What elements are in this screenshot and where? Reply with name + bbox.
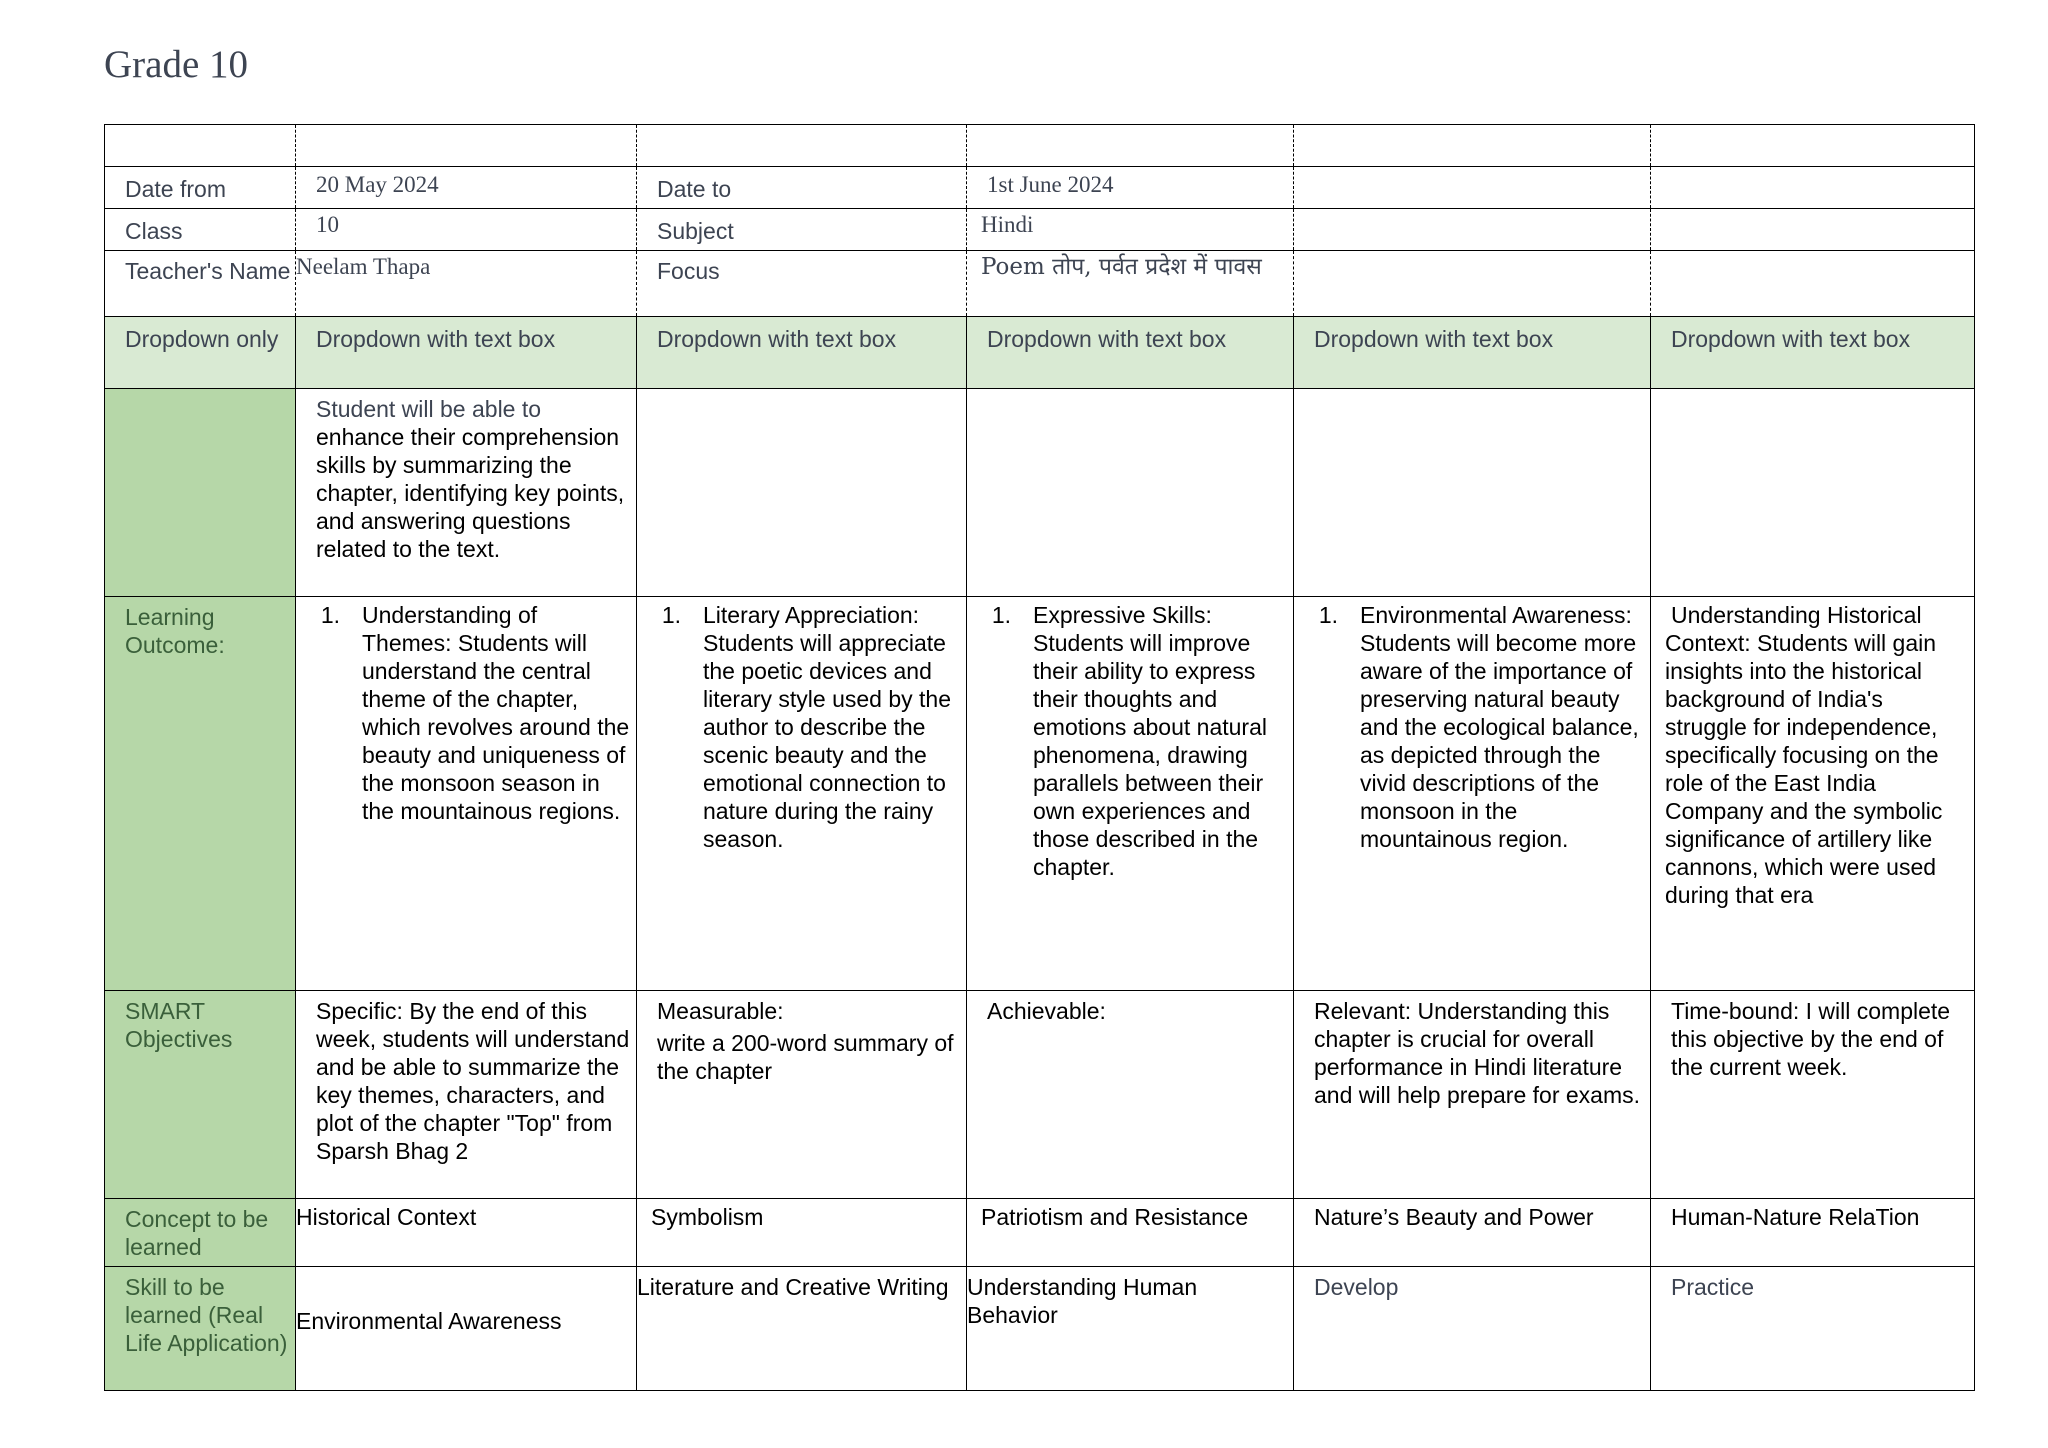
class-label: Class <box>105 209 296 251</box>
intro-text: enhance their comprehension skills by summarizing the chapter, identifying key points, and answering questions related to the text. <box>316 424 625 562</box>
learning-outcome-cell[interactable] <box>1651 597 1975 991</box>
list-text: Expressive Skills: Students will improve their ability to express their thoughts and emotions about natural phenomena, drawing parallels between their own experiences and those described in the chapter. <box>1033 602 1267 880</box>
concept-cell[interactable]: Patriotism and Resistance <box>967 1199 1294 1267</box>
concept-cell[interactable]: Historical Context <box>296 1199 637 1267</box>
skill-row <box>105 1267 1975 1391</box>
learning-outcome-cell[interactable] <box>296 597 637 991</box>
skill-cell[interactable]: Develop <box>1294 1267 1651 1391</box>
page-title: Grade 10 <box>104 43 249 86</box>
smart-cell[interactable] <box>1294 991 1651 1199</box>
list-text: Environmental Awareness: Students will become more aware of the importance of preserving natural beauty and the ecological balance, as depicted through the vivid descriptions of the monsoon in the mountainous region. <box>1360 602 1639 852</box>
learning-outcome-cell[interactable] <box>1294 597 1651 991</box>
dropdown-with-text-box[interactable]: Dropdown with text box <box>637 317 967 389</box>
intro-cell[interactable] <box>637 389 967 597</box>
teacher-label: Teacher's Name <box>105 251 296 317</box>
date-from-field[interactable]: 20 May 2024 <box>296 167 637 209</box>
lesson-plan-table <box>104 124 1975 1391</box>
list-text: Literary Appreciation: Students will appreciate the poetic devices and literary style used by the author to describe the scenic beauty and the emotional connection to nature during the rainy season. <box>703 602 952 852</box>
empty-cell <box>967 125 1294 167</box>
empty-cell <box>1294 209 1651 251</box>
subject-label: Subject <box>637 209 967 251</box>
list-item <box>1294 601 1646 853</box>
intro-cell[interactable] <box>1651 389 1975 597</box>
list-item <box>967 601 1289 881</box>
class-row <box>105 209 1975 251</box>
smart-text: Relevant: Understanding this chapter is crucial for overall performance in Hindi literature and will help prepare for exams. <box>1314 998 1640 1108</box>
empty-cell <box>1294 125 1651 167</box>
empty-cell <box>1651 167 1975 209</box>
list-number: 1. <box>320 602 340 628</box>
skill-cell[interactable]: Practice <box>1651 1267 1975 1391</box>
intro-lead: Student will be able to <box>316 396 542 422</box>
empty-cell <box>637 125 967 167</box>
focus-label: Focus <box>637 251 967 317</box>
intro-cell[interactable] <box>1294 389 1651 597</box>
empty-header-row <box>105 125 1975 167</box>
teacher-field[interactable]: Neelam Thapa <box>296 251 637 317</box>
list-number: 1. <box>661 602 681 628</box>
learning-outcome-cell[interactable] <box>967 597 1294 991</box>
teacher-row <box>105 251 1975 317</box>
intro-cell[interactable] <box>967 389 1294 597</box>
empty-cell <box>1651 251 1975 317</box>
concept-label: Concept to be learned <box>105 1199 296 1267</box>
dropdown-row <box>105 317 1975 389</box>
dropdown-with-text-box[interactable]: Dropdown with text box <box>1294 317 1651 389</box>
smart-cell[interactable] <box>637 991 967 1199</box>
smart-cell[interactable] <box>296 991 637 1199</box>
date-from-label: Date from <box>105 167 296 209</box>
empty-cell <box>1294 251 1651 317</box>
concept-cell[interactable]: Symbolism <box>637 1199 967 1267</box>
list-number: 1. <box>991 602 1011 628</box>
empty-cell <box>1651 209 1975 251</box>
class-field[interactable]: 10 <box>296 209 637 251</box>
smart-cell[interactable] <box>967 991 1294 1199</box>
empty-cell <box>1651 125 1975 167</box>
smart-text: Time-bound: I will complete this objective by the end of the current week. <box>1671 998 1951 1080</box>
list-item <box>637 601 962 853</box>
smart-cell[interactable] <box>1651 991 1975 1199</box>
learning-outcome-label: Learning Outcome: <box>105 597 296 991</box>
dropdown-with-text-box[interactable]: Dropdown with text box <box>296 317 637 389</box>
list-item <box>296 601 632 825</box>
empty-cell <box>1294 167 1651 209</box>
smart-objectives-label: SMART Objectives <box>105 991 296 1199</box>
skill-cell[interactable]: Environmental Awareness <box>296 1267 637 1391</box>
smart-heading: Measurable: <box>657 998 784 1024</box>
dropdown-with-text-box[interactable]: Dropdown with text box <box>1651 317 1975 389</box>
subject-field[interactable]: Hindi <box>967 209 1294 251</box>
learning-outcome-row <box>105 597 1975 991</box>
empty-cell <box>105 125 296 167</box>
empty-cell <box>296 125 637 167</box>
smart-text: Specific: By the end of this week, students will understand and be able to summarize the key themes, characters, and plot of the chapter "Top" from Sparsh Bhag 2 <box>316 998 630 1164</box>
skill-cell[interactable]: Understanding Human Behavior <box>967 1267 1294 1391</box>
date-to-field[interactable]: 1st June 2024 <box>967 167 1294 209</box>
smart-objectives-row <box>105 991 1975 1199</box>
smart-text: Achievable: <box>987 998 1106 1024</box>
intro-row <box>105 389 1975 597</box>
concept-cell[interactable]: Nature’s Beauty and Power <box>1294 1199 1651 1267</box>
intro-cell[interactable] <box>296 389 637 597</box>
dropdown-only-label: Dropdown only <box>105 317 296 389</box>
learning-outcome-cell[interactable] <box>637 597 967 991</box>
empty-label-cell <box>105 389 296 597</box>
concept-cell[interactable]: Human-Nature RelaTion <box>1651 1199 1975 1267</box>
date-row <box>105 167 1975 209</box>
dropdown-with-text-box[interactable]: Dropdown with text box <box>967 317 1294 389</box>
date-to-label: Date to <box>637 167 967 209</box>
list-number: 1. <box>1318 602 1338 628</box>
concept-row <box>105 1199 1975 1267</box>
skill-label: Skill to be learned (Real Life Application) <box>105 1267 296 1391</box>
focus-field[interactable]: Poem तोप, पर्वत प्रदेश में पावस <box>967 251 1294 317</box>
list-text: Understanding Historical Context: Students will gain insights into the historical background of India's struggle for independence, specifically focusing on the role of the East India Company and the symbolic significance of artillery like cannons, which were used during that era <box>1665 602 1943 908</box>
list-text: Understanding of Themes: Students will understand the central theme of the chapter, which revolves around the beauty and uniqueness of the monsoon season in the mountainous regions. <box>362 602 630 824</box>
skill-cell[interactable]: Literature and Creative Writing <box>637 1267 967 1391</box>
smart-text: write a 200-word summary of the chapter <box>657 1030 954 1084</box>
